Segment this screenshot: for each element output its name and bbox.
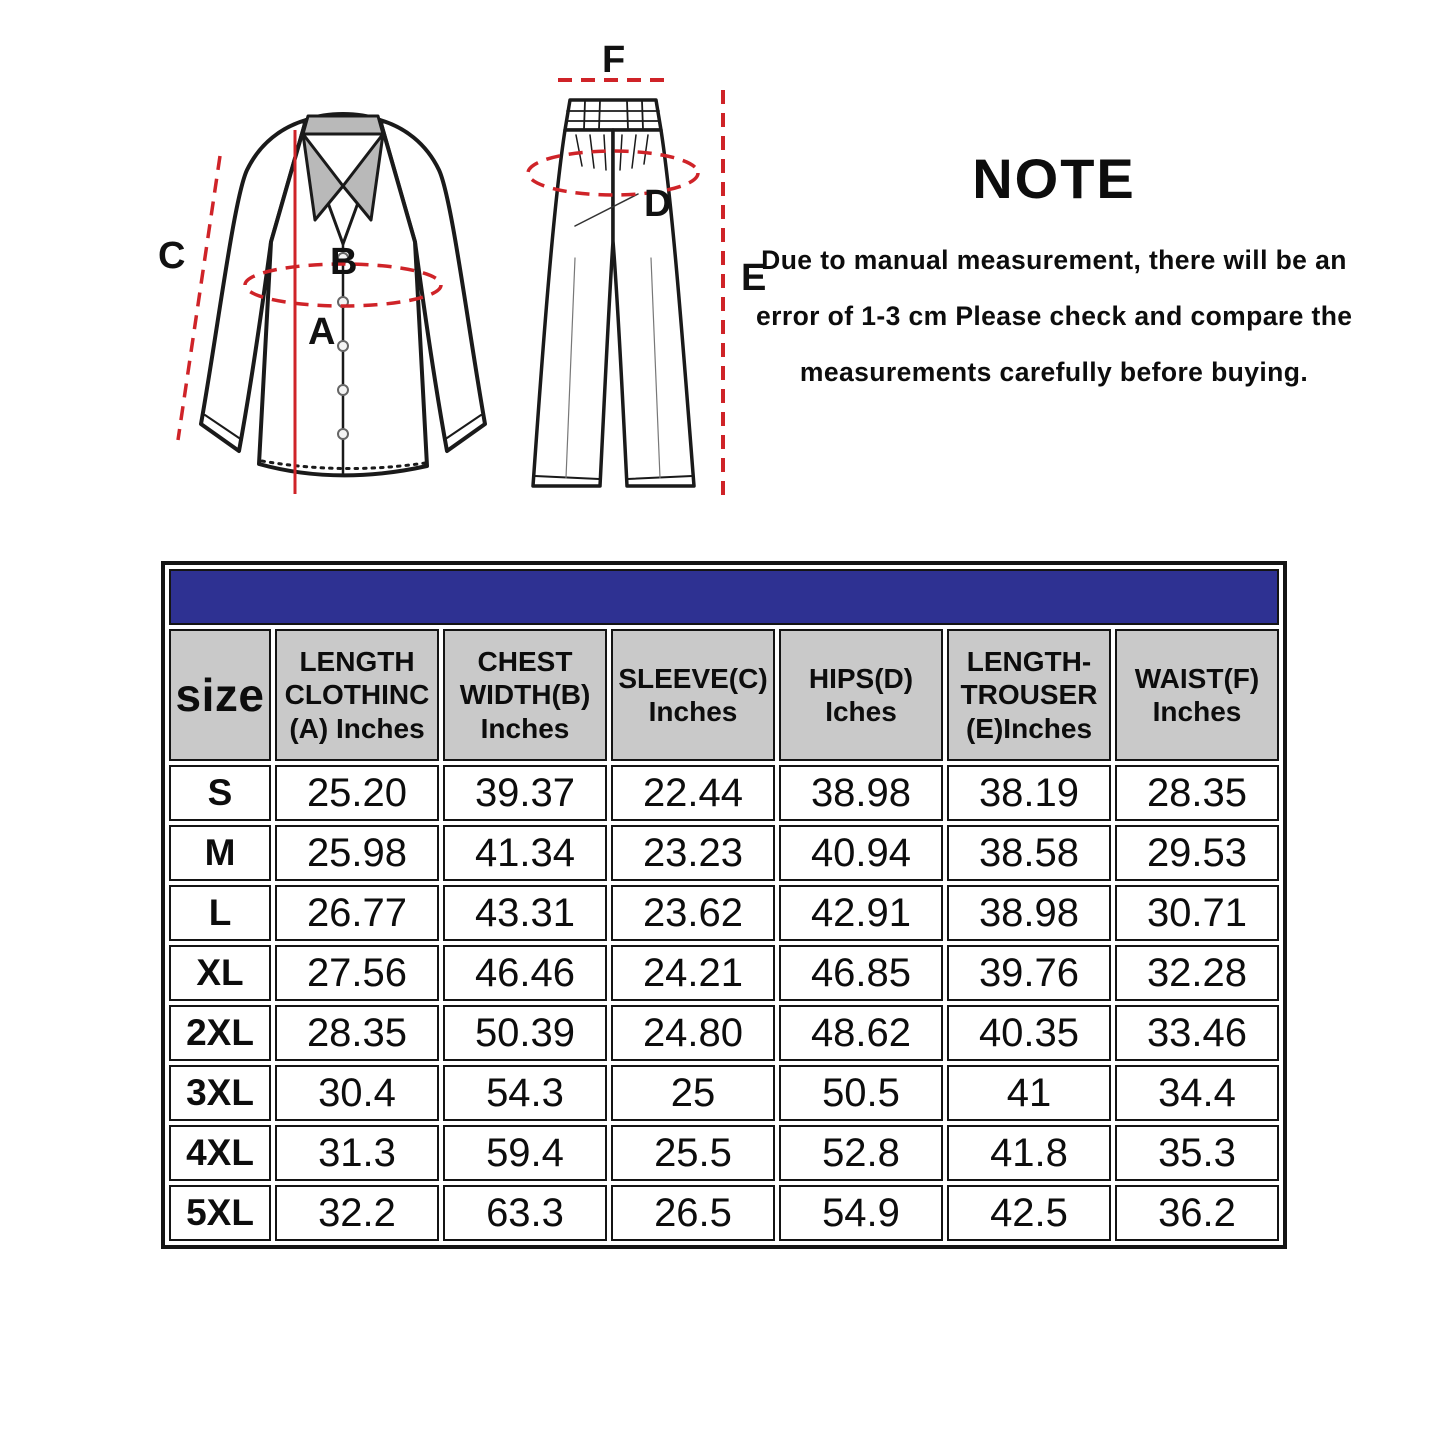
value-cell: 24.80 (611, 1005, 775, 1061)
size-cell: S (169, 765, 271, 821)
value-cell: 43.31 (443, 885, 607, 941)
col-header-hips: HIPS(D) Iches (779, 629, 943, 761)
value-cell: 36.2 (1115, 1185, 1279, 1241)
size-cell: XL (169, 945, 271, 1001)
value-cell: 39.76 (947, 945, 1111, 1001)
value-cell: 30.4 (275, 1065, 439, 1121)
table-row-5xl (169, 1185, 1279, 1241)
value-cell: 22.44 (611, 765, 775, 821)
note-line-1: Due to manual measurement, there will be an (761, 245, 1347, 275)
value-cell: 25.20 (275, 765, 439, 821)
header-row (169, 629, 1279, 761)
value-cell: 33.46 (1115, 1005, 1279, 1061)
value-cell: 25 (611, 1065, 775, 1121)
table-row-m (169, 825, 1279, 881)
size-table (161, 561, 1287, 1249)
value-cell: 50.5 (779, 1065, 943, 1121)
blue-banner (169, 569, 1279, 625)
value-cell: 38.98 (779, 765, 943, 821)
size-cell: 2XL (169, 1005, 271, 1061)
value-cell: 23.23 (611, 825, 775, 881)
table-row-3xl (169, 1065, 1279, 1121)
label-sleeve-c: C (158, 235, 186, 277)
col-header-chest-width: CHEST WIDTH(B) Inches (443, 629, 607, 761)
banner-row (169, 569, 1279, 625)
note-section (756, 146, 1352, 413)
label-trouser-length-e: E (741, 257, 767, 299)
value-cell: 29.53 (1115, 825, 1279, 881)
table-row-2xl (169, 1005, 1279, 1061)
value-cell: 38.58 (947, 825, 1111, 881)
value-cell: 32.28 (1115, 945, 1279, 1001)
value-cell: 46.46 (443, 945, 607, 1001)
label-length-a: A (308, 311, 336, 353)
value-cell: 24.21 (611, 945, 775, 1001)
size-table-container (161, 561, 1287, 1249)
value-cell: 27.56 (275, 945, 439, 1001)
col-header-length-clothing: LENGTH CLOTHINC (A) Inches (275, 629, 439, 761)
value-cell: 39.37 (443, 765, 607, 821)
value-cell: 54.9 (779, 1185, 943, 1241)
value-cell: 42.91 (779, 885, 943, 941)
value-cell: 50.39 (443, 1005, 607, 1061)
value-cell: 40.35 (947, 1005, 1111, 1061)
value-cell: 40.94 (779, 825, 943, 881)
value-cell: 25.98 (275, 825, 439, 881)
value-cell: 54.3 (443, 1065, 607, 1121)
value-cell: 31.3 (275, 1125, 439, 1181)
value-cell: 32.2 (275, 1185, 439, 1241)
table-row-s (169, 765, 1279, 821)
col-header-waist: WAIST(F) Inches (1115, 629, 1279, 761)
value-cell: 48.62 (779, 1005, 943, 1061)
note-line-3: measurements carefully before buying. (799, 357, 1309, 387)
size-cell: 3XL (169, 1065, 271, 1121)
label-waist-f: F (602, 39, 626, 81)
size-cell: 5XL (169, 1185, 271, 1241)
value-cell: 35.3 (1115, 1125, 1279, 1181)
value-cell: 59.4 (443, 1125, 607, 1181)
pajama-top-drawing-icon (201, 114, 485, 476)
value-cell: 38.98 (947, 885, 1111, 941)
label-chest-b: B (330, 241, 358, 283)
value-cell: 52.8 (779, 1125, 943, 1181)
col-header-size: size (169, 629, 271, 761)
value-cell: 63.3 (443, 1185, 607, 1241)
table-row-l (169, 885, 1279, 941)
value-cell: 41.8 (947, 1125, 1111, 1181)
col-header-trouser-length: LENGTH-TROUSER (E)Inches (947, 629, 1111, 761)
value-cell: 28.35 (1115, 765, 1279, 821)
value-cell: 25.5 (611, 1125, 775, 1181)
size-cell: L (169, 885, 271, 941)
value-cell: 41 (947, 1065, 1111, 1121)
value-cell: 38.19 (947, 765, 1111, 821)
col-header-sleeve: SLEEVE(C) Inches (611, 629, 775, 761)
size-cell: 4XL (169, 1125, 271, 1181)
value-cell: 26.5 (611, 1185, 775, 1241)
value-cell: 30.71 (1115, 885, 1279, 941)
label-hips-d: D (644, 183, 672, 225)
value-cell: 41.34 (443, 825, 607, 881)
size-cell: M (169, 825, 271, 881)
value-cell: 26.77 (275, 885, 439, 941)
table-row-4xl (169, 1125, 1279, 1181)
note-title: NOTE (972, 147, 1136, 210)
value-cell: 23.62 (611, 885, 775, 941)
table-row-xl (169, 945, 1279, 1001)
value-cell: 34.4 (1115, 1065, 1279, 1121)
value-cell: 28.35 (275, 1005, 439, 1061)
value-cell: 42.5 (947, 1185, 1111, 1241)
note-line-2: error of 1-3 cm Please check and compare the (756, 301, 1353, 331)
pajama-measurement-diagram (138, 28, 783, 533)
value-cell: 46.85 (779, 945, 943, 1001)
